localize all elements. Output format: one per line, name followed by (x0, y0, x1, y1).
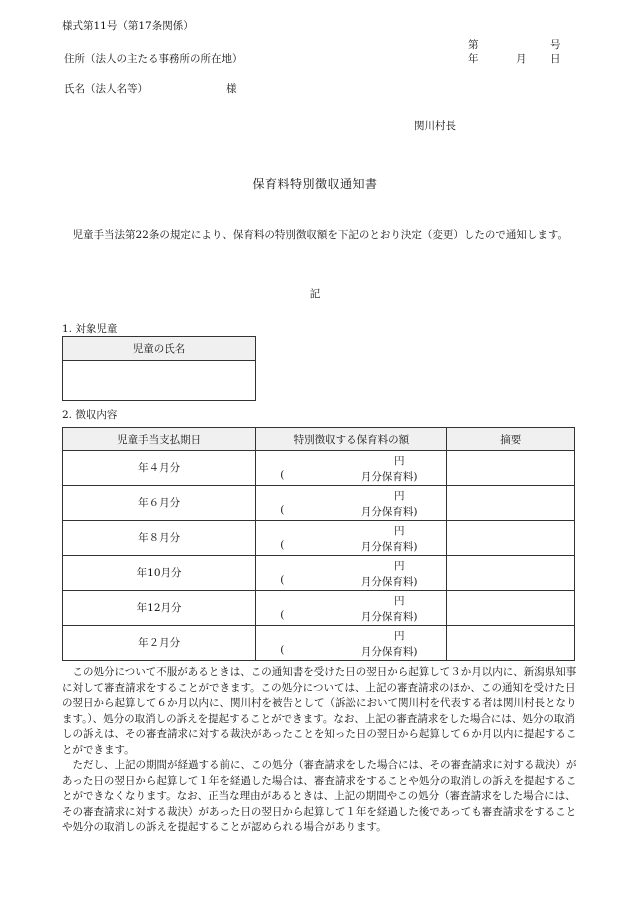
table-header-row (63, 428, 575, 451)
year-label: 年 (468, 53, 479, 65)
yen-label: 円 (393, 595, 405, 607)
remarks-cell (447, 521, 575, 556)
remarks-cell (447, 626, 575, 661)
document-title: 保育料特別徴収通知書 (252, 177, 378, 191)
child-table (62, 336, 256, 401)
col-remarks: 摘要 (447, 428, 575, 451)
monthly-label: 月分保育料) (360, 646, 418, 658)
table-row (63, 591, 575, 626)
yen-label: 円 (393, 630, 405, 642)
monthly-label: 月分保育料) (360, 611, 418, 623)
appeal-notice (62, 665, 578, 836)
intro-paragraph: 児童手当法第22条の規定により、保育料の特別徴収額を下記のとおり決定（変更）したので通知します。 (72, 229, 569, 241)
amount-cell (256, 626, 447, 661)
month-label: 月 (516, 53, 527, 65)
col-amount: 特別徴収する保育料の額 (256, 428, 447, 451)
monthly-label: 月分保育料) (360, 471, 418, 483)
yen-label: 円 (393, 490, 405, 502)
honorific: 様 (226, 83, 237, 95)
monthly-label: 月分保育料) (360, 541, 418, 553)
paren-label: ( (280, 504, 285, 516)
table-row (63, 556, 575, 591)
issuer: 関川村長 (414, 120, 456, 132)
notice-paragraph: ただし、上記の期間が経過する前に、この処分（審査請求をした場合には、その審査請求に対する裁決）があった日の翌日から起算して１年を経過した場合は、審査請求をすることや処分の取消しの訴えを提起することができなくなります。なお、正当な理由があるときは、上記の期間やこの処分（審査請求をした場合には、その審査請求に対する裁決）があった日の翌日から起算して１年を経過した後であっても審査請求をすることや処分の取消しの訴えを提起することが認められる場合があります。 (62, 759, 577, 833)
name-label: 氏名（法人名等） (64, 83, 148, 95)
yen-label: 円 (393, 560, 405, 572)
address-label: 住所（法人の主たる事務所の所在地） (64, 53, 243, 65)
day-label: 日 (550, 53, 561, 65)
collection-table (62, 427, 575, 661)
table-row (63, 626, 575, 661)
ki-label: 記 (309, 288, 321, 300)
paren-label: ( (280, 469, 285, 481)
period-cell: 年12月分 (63, 591, 256, 626)
period-cell: 年８月分 (63, 521, 256, 556)
amount-cell (256, 451, 447, 486)
child-name-header: 児童の氏名 (63, 337, 256, 361)
amount-cell (256, 521, 447, 556)
child-name-cell (63, 361, 256, 401)
monthly-label: 月分保育料) (360, 576, 418, 588)
table-row (63, 521, 575, 556)
period-cell: 年６月分 (63, 486, 256, 521)
period-cell: 年４月分 (63, 451, 256, 486)
section2-heading: 2. 徴収内容 (62, 409, 118, 421)
table-row (63, 451, 575, 486)
remarks-cell (447, 591, 575, 626)
section1-heading: 1. 対象児童 (62, 323, 118, 335)
period-cell: 年10月分 (63, 556, 256, 591)
yen-label: 円 (393, 455, 405, 467)
paren-label: ( (280, 539, 285, 551)
form-number: 様式第11号（第17条関係） (62, 20, 194, 32)
paren-label: ( (280, 644, 285, 656)
monthly-label: 月分保育料) (360, 506, 418, 518)
amount-cell (256, 591, 447, 626)
paren-label: ( (280, 574, 285, 586)
yen-label: 円 (393, 525, 405, 537)
number-label: 第 (468, 39, 479, 51)
col-payment-date: 児童手当支払期日 (63, 428, 256, 451)
number-suffix: 号 (550, 39, 561, 51)
amount-cell (256, 486, 447, 521)
remarks-cell (447, 451, 575, 486)
amount-cell (256, 556, 447, 591)
paren-label: ( (280, 609, 285, 621)
remarks-cell (447, 486, 575, 521)
table-row (63, 486, 575, 521)
remarks-cell (447, 556, 575, 591)
period-cell: 年２月分 (63, 626, 256, 661)
notice-paragraph: この処分について不服があるときは、この通知書を受けた日の翌日から起算して３か月以内に、新潟県知事に対して審査請求をすることができます。この処分については、上記の審査請求のほか、この通知を受けた日の翌日から起算して６か月以内に、関川村を被告として（訴訟において関川村を代表する者は関川村長となります。）、処分の取消しの訴えを提起することができます。なお、上記の審査請求をした場合には、処分の取消しの訴えは、その審査請求に対する裁決があったことを知った日の翌日から起算して６か月以内に提起することができます。 (62, 666, 577, 756)
